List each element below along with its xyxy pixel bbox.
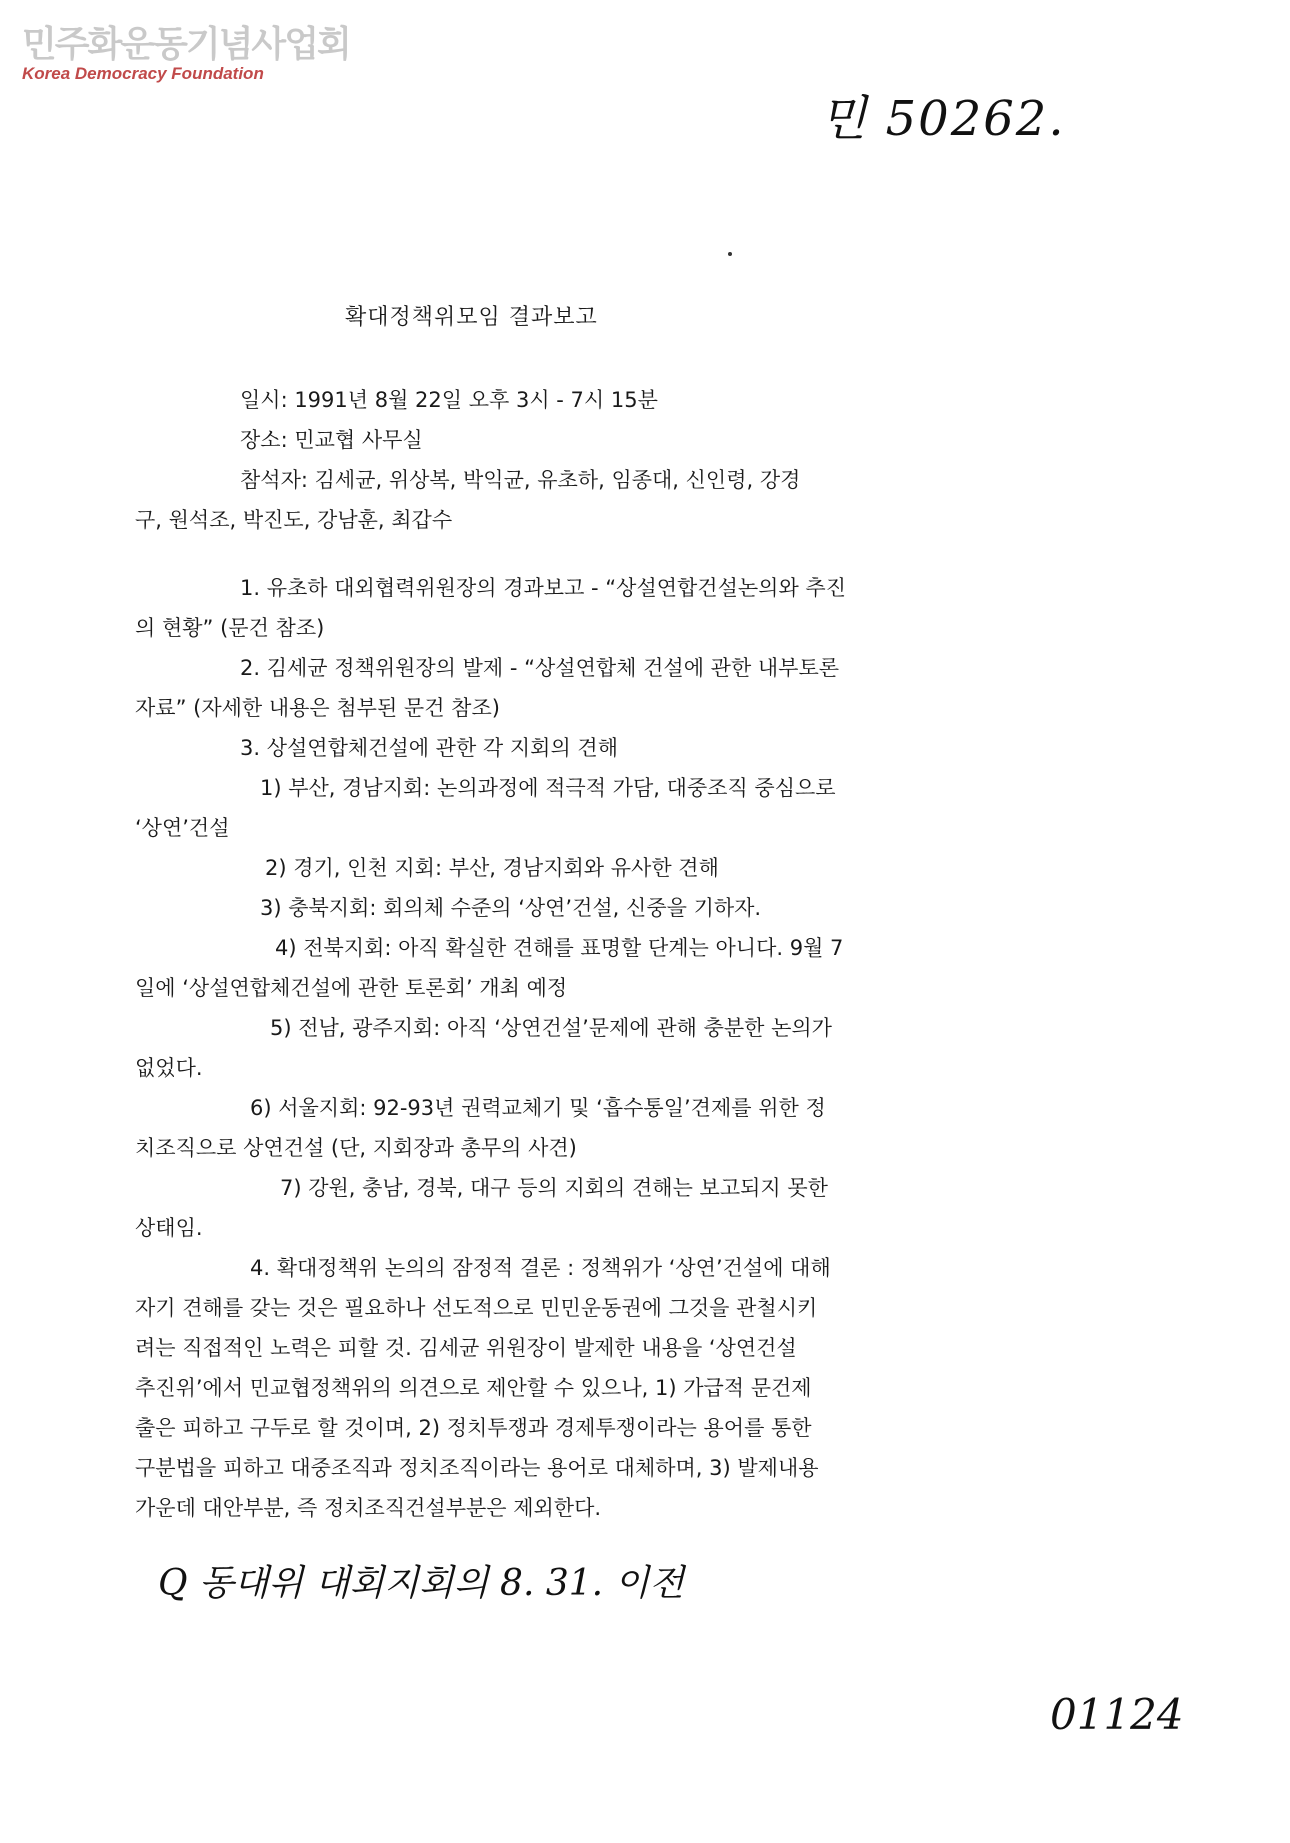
item-2-line-1: 2. 김세균 정책위원장의 발제 - “상설연합체 건설에 관한 내부토론 <box>240 656 840 680</box>
item-4-line-6: 구분법을 피하고 대중조직과 정치조직이라는 용어로 대체하며, 3) 발제내용 <box>135 1456 819 1480</box>
meeting-date: 일시: 1991년 8월 22일 오후 3시 - 7시 15분 <box>240 388 658 412</box>
handwritten-document-number: 민 50262. <box>820 91 1066 147</box>
handwritten-page-number: 01124 <box>1050 1690 1184 1739</box>
item-1-line-2: 의 현황” (문건 참조) <box>135 616 325 640</box>
document-title: 확대정책위모임 결과보고 <box>345 305 598 330</box>
foundation-watermark-english: Korea Democracy Foundation <box>22 64 264 83</box>
item-4-line-1: 4. 확대정책위 논의의 잠정적 결론 : 정책위가 ‘상연’건설에 대해 <box>250 1256 831 1280</box>
subitem-5-line-1: 5) 전남, 광주지회: 아직 ‘상연건설’문제에 관해 충분한 논의가 <box>270 1016 832 1040</box>
foundation-watermark-korean: 민주화운동기념사업회 <box>22 24 350 65</box>
item-3-heading: 3. 상설연합체건설에 관한 각 지회의 견해 <box>240 736 618 760</box>
item-1-line-1: 1. 유초하 대외협력위원장의 경과보고 - “상설연합건설논의와 추진 <box>240 576 846 600</box>
item-4-line-5: 출은 피하고 구두로 할 것이며, 2) 정치투쟁과 경제투쟁이라는 용어를 통한 <box>135 1416 812 1440</box>
subitem-1-line-2: ‘상연’건설 <box>135 816 230 840</box>
subitem-6-line-1: 6) 서울지회: 92-93년 권력교체기 및 ‘흡수통일’견제를 위한 정 <box>250 1096 826 1120</box>
subitem-3: 3) 충북지회: 회의체 수준의 ‘상연’건설, 신중을 기하자. <box>260 896 762 920</box>
meeting-place: 장소: 민교협 사무실 <box>240 428 423 452</box>
attendees-line-1: 참석자: 김세균, 위상복, 박익균, 유초하, 임종대, 신인령, 강경 <box>240 468 801 492</box>
subitem-4-line-1: 4) 전북지회: 아직 확실한 견해를 표명할 단계는 아니다. 9월 7 <box>275 936 844 960</box>
subitem-2: 2) 경기, 인천 지회: 부산, 경남지회와 유사한 견해 <box>265 856 719 880</box>
handwritten-note: Q 동대위 대회지회의 8. 31. 이전 <box>158 1563 685 1604</box>
subitem-5-line-2: 없었다. <box>135 1056 203 1080</box>
stray-mark <box>728 252 732 256</box>
subitem-7-line-2: 상태임. <box>135 1216 203 1240</box>
subitem-4-line-2: 일에 ‘상설연합체건설에 관한 토론회’ 개최 예정 <box>135 976 568 1000</box>
item-4-line-4: 추진위’에서 민교협정책위의 의견으로 제안할 수 있으나, 1) 가급적 문건제 <box>135 1376 812 1400</box>
subitem-1-line-1: 1) 부산, 경남지회: 논의과정에 적극적 가담, 대중조직 중심으로 <box>260 776 836 800</box>
item-4-line-7: 가운데 대안부분, 즉 정치조직건설부분은 제외한다. <box>135 1496 602 1520</box>
document-body <box>135 380 1055 1528</box>
attendees-line-2: 구, 원석조, 박진도, 강남훈, 최갑수 <box>135 508 453 532</box>
item-2-line-2: 자료” (자세한 내용은 첨부된 문건 참조) <box>135 696 500 720</box>
item-4-line-3: 려는 직접적인 노력은 피할 것. 김세균 위원장이 발제한 내용을 ‘상연건설 <box>135 1336 797 1360</box>
subitem-7-line-1: 7) 강원, 충남, 경북, 대구 등의 지회의 견해는 보고되지 못한 <box>280 1176 828 1200</box>
subitem-6-line-2: 치조직으로 상연건설 (단, 지회장과 총무의 사견) <box>135 1136 577 1160</box>
item-4-line-2: 자기 견해를 갖는 것은 필요하나 선도적으로 민민운동권에 그것을 관철시키 <box>135 1296 818 1320</box>
